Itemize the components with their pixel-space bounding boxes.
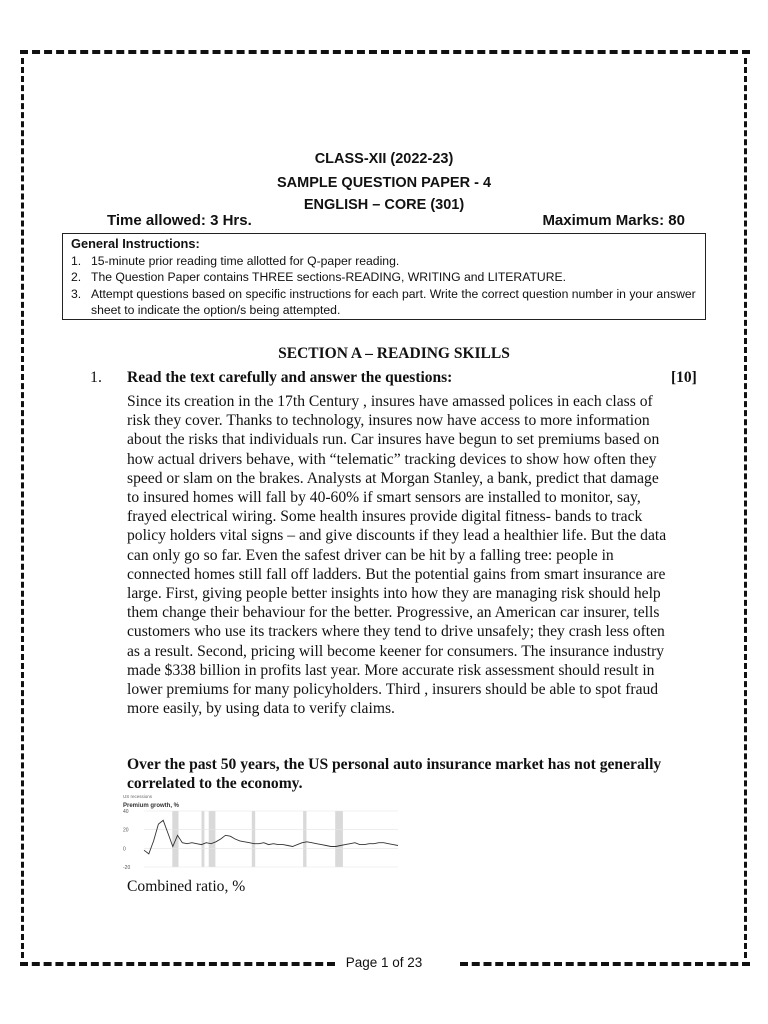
- chart-y-ticks: [123, 809, 130, 871]
- instruction-text: 15-minute prior reading time allotted for Q-paper reading.: [91, 253, 400, 268]
- paper-heading: SAMPLE QUESTION PAPER - 4: [276, 175, 492, 191]
- recession-band: [209, 811, 216, 867]
- general-instructions-box: [62, 233, 706, 320]
- chart-supertitle: US recessions: [123, 794, 153, 799]
- instruction-item: [71, 269, 697, 286]
- subject-heading: ENGLISH – CORE (301): [303, 197, 465, 213]
- page-border-top: [20, 50, 750, 54]
- y-tick-label: -20: [123, 865, 131, 871]
- page-border-right: [744, 58, 747, 958]
- bold-statement: Over the past 50 years, the US personal auto insurance market has not generally correlated to the economy.: [127, 756, 662, 793]
- instruction-item: [71, 286, 697, 319]
- recession-band: [252, 811, 255, 867]
- chart-grid: [144, 811, 398, 867]
- section-title: SECTION A – READING SKILLS: [278, 345, 510, 362]
- chart-caption: Combined ratio, %: [127, 878, 246, 895]
- recession-band: [202, 811, 205, 867]
- recession-bands: [172, 811, 343, 867]
- time-marks-row: [107, 212, 685, 229]
- chart-svg: [118, 793, 403, 875]
- question-marks: [10]: [671, 369, 697, 386]
- instructions-title: General Instructions:: [71, 236, 200, 251]
- chart-series: [144, 820, 398, 854]
- page-number: Page 1 of 23: [345, 955, 423, 970]
- chart-title: Premium growth, %: [123, 803, 180, 809]
- instruction-number: 1.: [71, 253, 82, 268]
- instruction-text: The Question Paper contains THREE sections-READING, WRITING and LITERATURE.: [91, 270, 567, 284]
- recession-band: [335, 811, 343, 867]
- instruction-number: 3.: [71, 286, 82, 301]
- time-allowed: Time allowed: 3 Hrs.: [107, 212, 252, 229]
- class-heading: CLASS-XII (2022-23): [314, 151, 454, 167]
- page-border-left: [21, 58, 24, 958]
- instruction-item: [71, 253, 697, 270]
- y-tick-label: 0: [123, 846, 126, 853]
- y-tick-label: 40: [123, 809, 129, 815]
- question-prompt: Read the text carefully and answer the questions:: [127, 369, 453, 386]
- recession-band: [172, 811, 178, 867]
- instruction-number: 2.: [71, 270, 82, 284]
- reading-passage: Since its creation in the 17th Century , insures have amassed polices in each class of risk they cover. Thanks to technology, insures now have access to more information about the risks that individuals run. Car insures have begun to set premiums based on how actual drivers behave, with “telematic” tracking devices to show how often they speed or slam on the brakes. Analysts at Morgan Stanley, a bank, predict that damage to insured homes will fall by 40-60% if smart sensors are installed to monitor, say, frayed electrical wiring. Some health insures provide digital fitness- bands to track policy holders vital signs – and give discounts if they lead a healthier life. But the data can only go so far. Even the safest driver can be hit by a falling tree: people in connected homes still fall off ladders. But the potential gains from smart insurance are large. First, giving people better insights into how they are managing risk should help them change their behaviour for the better. Progressive, an American car insurer, tells customers who use its trackers where they tend to drive unsafely; they crash less often as a result. Second, pricing will become keener for consumers. The insurance industry made $338 billion in profits last year. More accurate risk assessment should result in lower premiums for many policyholders. Third , insurers should be able to spot fraud more easily, by using data to verify claims.: [127, 393, 667, 718]
- recession-band: [303, 811, 306, 867]
- y-tick-label: 20: [123, 827, 129, 834]
- premium-growth-chart: [118, 793, 403, 875]
- premium-growth-line: [144, 820, 398, 854]
- instructions-list: [71, 253, 697, 319]
- question-number: 1.: [90, 369, 102, 386]
- instruction-text: Attempt questions based on specific instructions for each part. Write the correct question number in your answer sheet to indicate the option/s being attempted.: [91, 286, 696, 317]
- maximum-marks: Maximum Marks: 80: [542, 212, 685, 229]
